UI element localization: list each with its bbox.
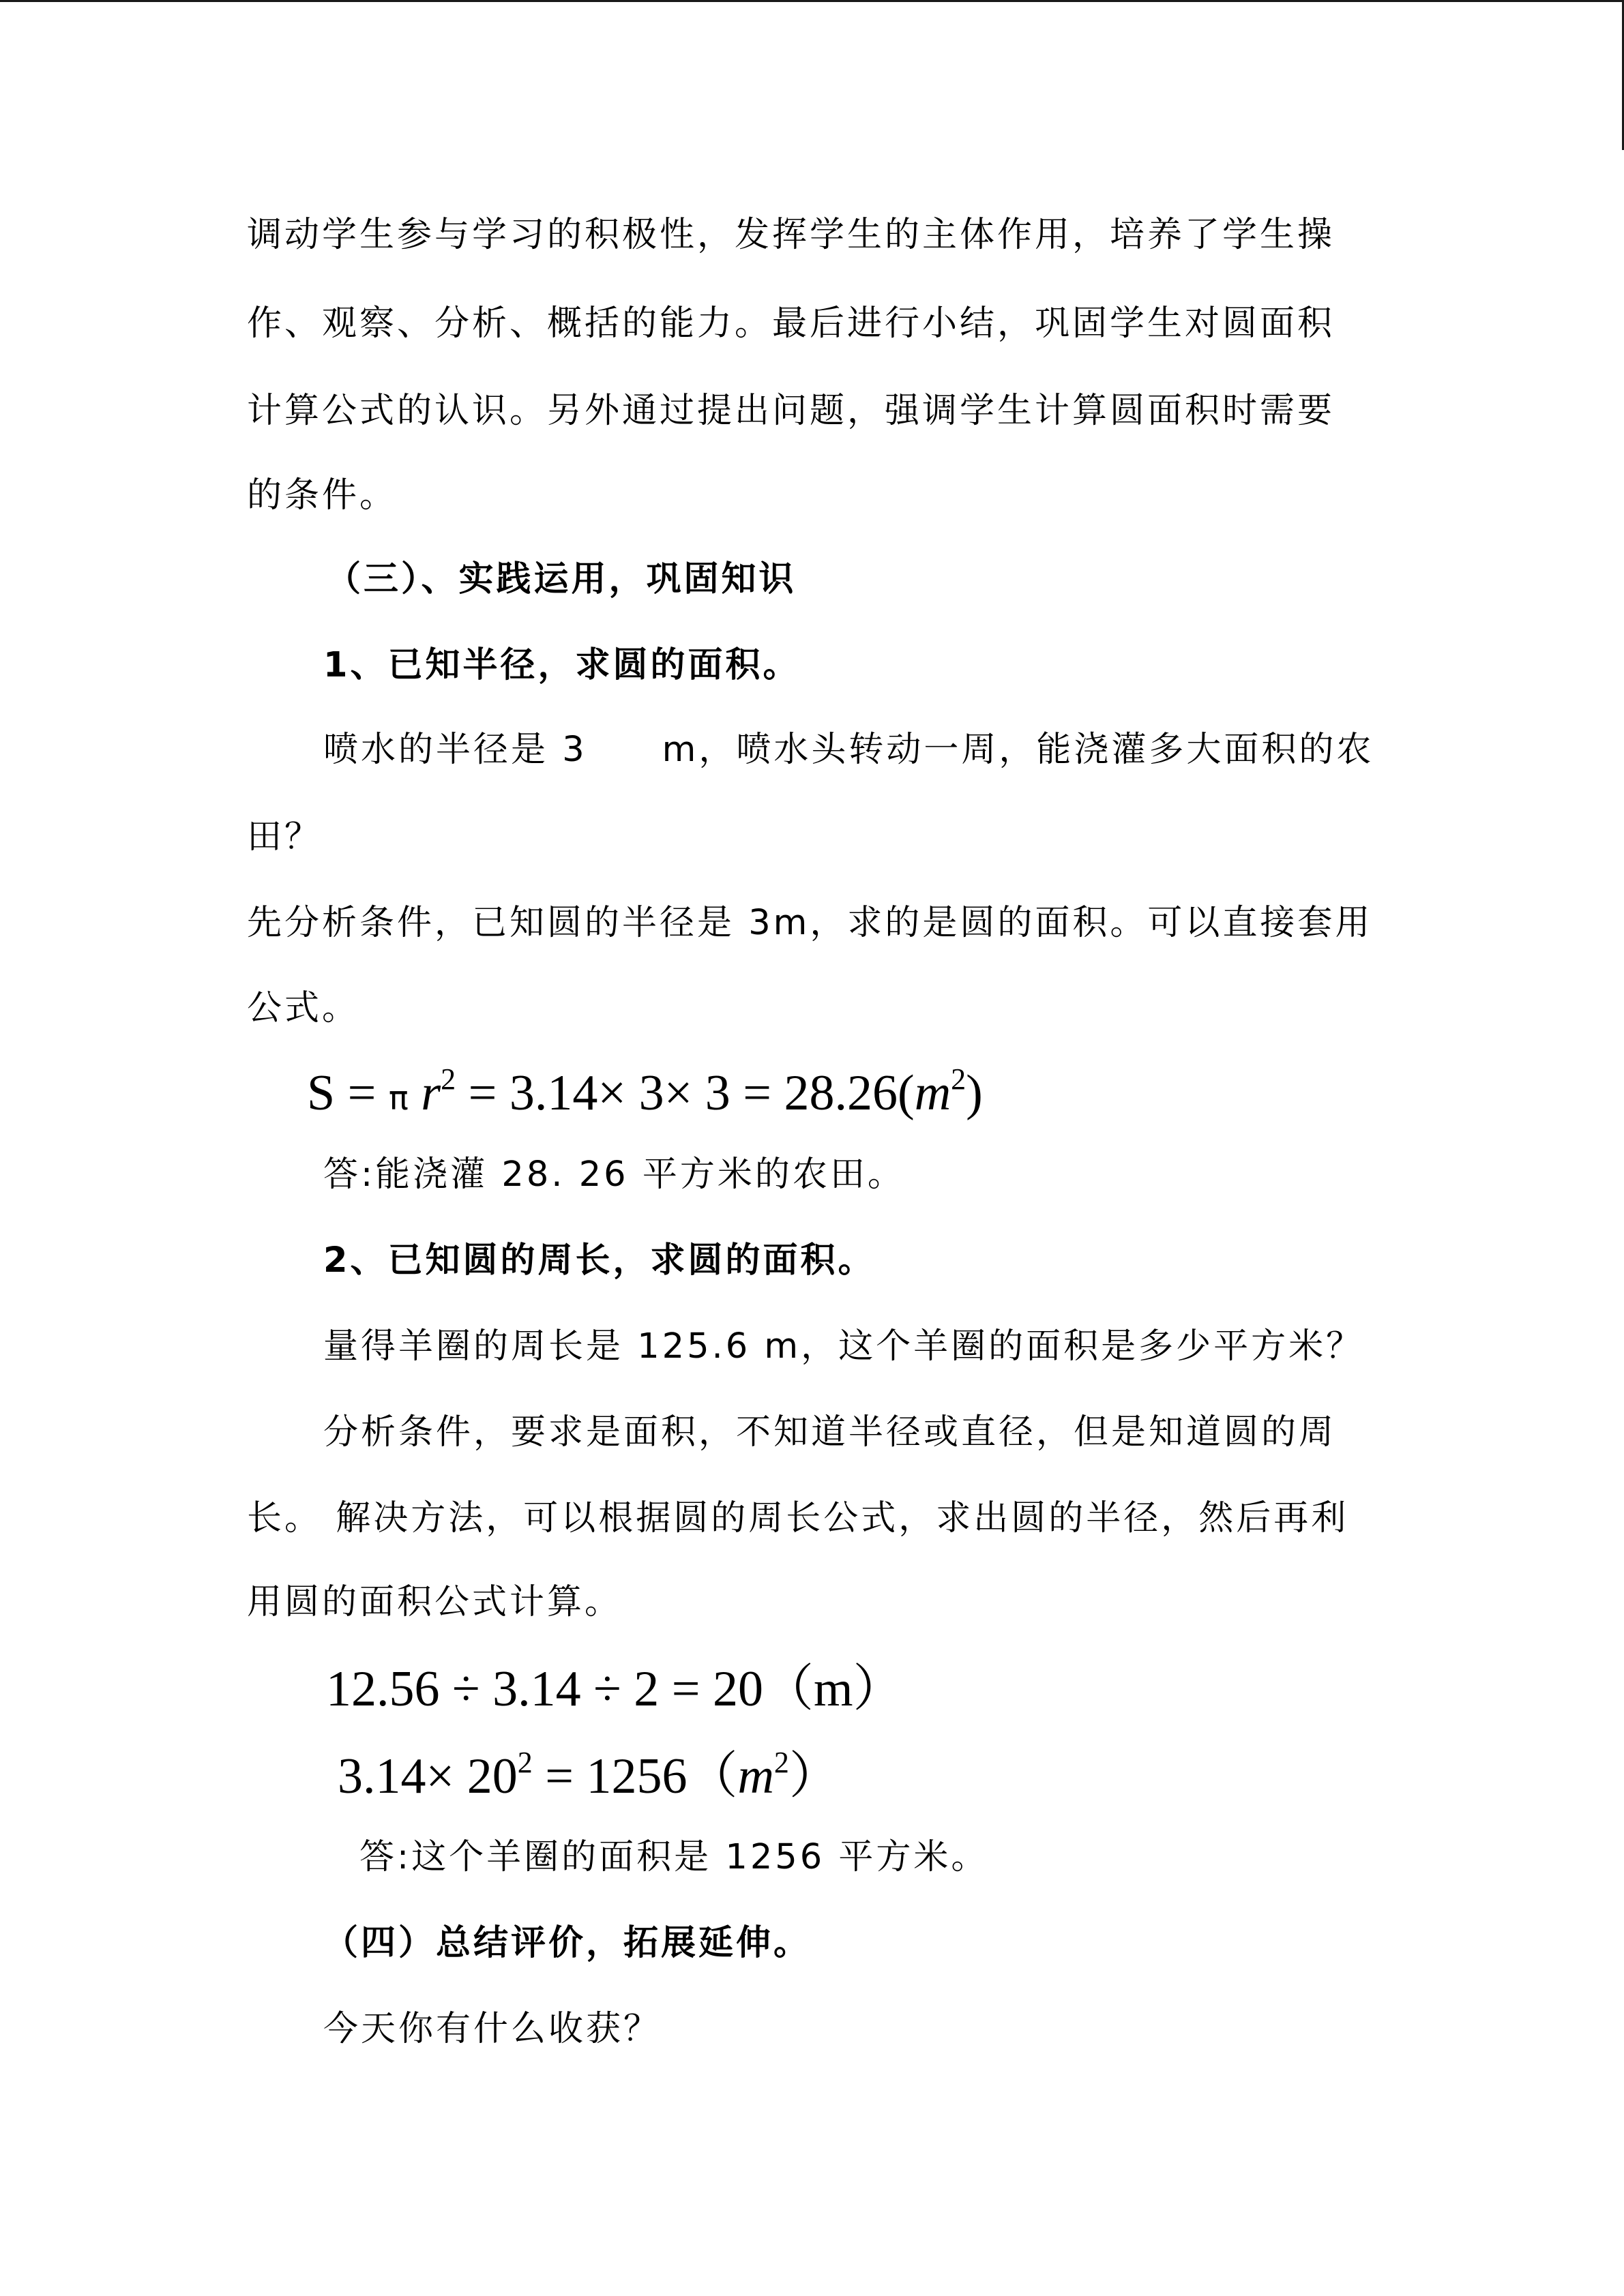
pi-symbol: π	[388, 1079, 409, 1118]
problem-line: 田？	[247, 817, 323, 857]
item-heading-circumference: 2、已知圆的周长，求圆的面积。	[323, 1240, 876, 1281]
problem-line: 喷水的半径是 3 m，喷水头转动一周，能浇灌多大面积的农	[323, 730, 1374, 770]
formula-expression: 12.56 ÷ 3.14 ÷ 2 = 20（m）	[326, 1661, 904, 1717]
formula-result: = 1256（	[532, 1748, 738, 1804]
formula-equals: =	[335, 1065, 389, 1121]
formula-close-paren: ）	[788, 1748, 840, 1804]
unit-var: m	[737, 1748, 774, 1804]
formula-circle-area	[307, 1062, 983, 1129]
section-heading-practice: （三）、实践运用，巩固知识	[326, 559, 797, 599]
analysis-line: 先分析条件，已知圆的半径是 3m，求的是圆的面积。可以直接套用	[247, 903, 1373, 943]
analysis-line: 分析条件，要求是面积，不知道半径或直径，但是知道圆的周	[323, 1412, 1337, 1452]
para-line: 计算公式的认识。另外通过提出问题，强调学生计算圆面积时需要	[247, 391, 1335, 431]
formula-radius	[326, 1658, 904, 1720]
radius-var: r	[421, 1065, 441, 1121]
formula-expression: 3.14× 20	[338, 1748, 518, 1804]
para-line: 作、观察、分析、概括的能力。最后进行小结，巩固学生对圆面积	[247, 303, 1335, 344]
section-heading-summary: （四）总结评价，拓展延伸。	[323, 1923, 812, 1963]
unit-exponent: 2	[951, 1062, 966, 1096]
formula-pen-area	[338, 1746, 840, 1807]
para-line: 调动学生参与学习的积极性，发挥学生的主体作用，培养了学生操	[247, 215, 1335, 255]
unit-exponent: 2	[773, 1746, 789, 1779]
analysis-line: 公式。	[247, 988, 360, 1028]
answer-line: 答:这个羊圈的面积是 1256 平方米。	[359, 1837, 989, 1877]
formula-lhs: S	[307, 1065, 336, 1121]
analysis-line: 用圆的面积公式计算。	[247, 1582, 623, 1622]
radius-exponent: 2	[441, 1062, 456, 1096]
unit-var: m	[914, 1065, 951, 1121]
problem-line: 量得羊圈的周长是 125.6 m，这个羊圈的面积是多少平方米？	[323, 1326, 1364, 1367]
analysis-line: 长。 解决方法，可以根据圆的周长公式，求出圆的半径，然后再利	[247, 1498, 1349, 1538]
top-border	[0, 0, 1624, 2]
formula-close-paren: )	[966, 1065, 983, 1121]
exponent: 2	[517, 1746, 533, 1779]
answer-line: 答:能浇灌 28. 26 平方米的农田。	[323, 1154, 905, 1195]
para-line: 的条件。	[247, 475, 398, 516]
closing-question: 今天你有什么收获？	[323, 2009, 662, 2049]
formula-expression: = 3.14× 3× 3 = 28.26(	[456, 1065, 915, 1121]
item-heading-radius: 1、已知半径，求圆的面积。	[323, 645, 801, 685]
